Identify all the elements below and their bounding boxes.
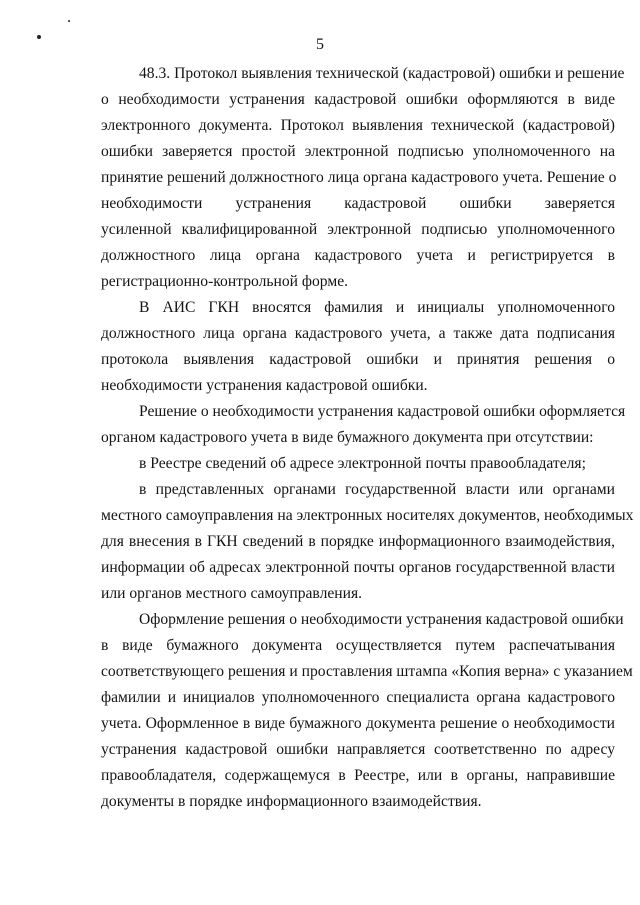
text-line: устранения кадастровой ошибки направляется соответственно по адресу [101,741,615,758]
text-line: документы в порядке информационного взаимодействия. [101,793,482,810]
text-line: для внесения в ГКН сведений в порядке информационного взаимодействия, [101,533,615,550]
text-line: учета. Оформленное в виде бумажного документа решение о необходимости [101,715,615,732]
text-line: регистрационно-контрольной форме. [101,273,349,290]
text-line: ошибки заверяется простой электронной подписью уполномоченного на [101,143,615,160]
text-line: информации об адресах электронной почты органов государственной власти [101,559,615,576]
text-line: должностного лица органа кадастрового учета и регистрируется в [101,247,615,264]
text-line: соответствующего решения и проставления штампа «Копия верна» с указанием [101,663,633,680]
text-line: фамилии и инициалов уполномоченного специалиста органа кадастрового [101,689,615,706]
text-line: Оформление решения о необходимости устранения кадастровой ошибки [139,611,624,628]
text-line: необходимости устранения кадастровой ошибки. [101,377,428,394]
text-line: принятие решений должностного лица органа кадастрового учета. Решение о [101,169,617,186]
text-line: в представленных органами государственной власти или органами [139,481,615,498]
text-line: протокола выявления кадастровой ошибки и принятия решения о [101,351,615,368]
scan-speck [68,20,70,22]
text-line: о необходимости устранения кадастровой ошибки оформляются в виде [101,91,615,108]
text-line: органом кадастрового учета в виде бумажного документа при отсутствии: [101,429,594,446]
text-line: местного самоуправления на электронных носителях документов, необходимых [101,507,634,524]
page-number: 5 [316,36,324,53]
text-line: правообладателя, содержащемуся в Реестре, или в органы, направившие [101,767,615,784]
text-line: 48.3. Протокол выявления технической (кадастровой) ошибки и решение [139,65,625,82]
text-line: необходимости устранения кадастровой ошибки заверяется [101,195,615,212]
text-line: или органов местного самоуправления. [101,585,363,602]
text-line: Решение о необходимости устранения кадастровой ошибки оформляется [139,403,626,420]
text-line: в виде бумажного документа осуществляется путем распечатывания [101,637,615,654]
text-line: электронного документа. Протокол выявления технической (кадастровой) [101,117,615,134]
text-line: В АИС ГКН вносятся фамилия и инициалы уполномоченного [139,299,615,316]
text-line: в Реестре сведений об адресе электронной почты правообладателя; [139,455,586,472]
text-line: усиленной квалифицированной электронной подписью уполномоченного [101,221,615,238]
text-line: должностного лица органа кадастрового учета, а также дата подписания [101,325,615,342]
